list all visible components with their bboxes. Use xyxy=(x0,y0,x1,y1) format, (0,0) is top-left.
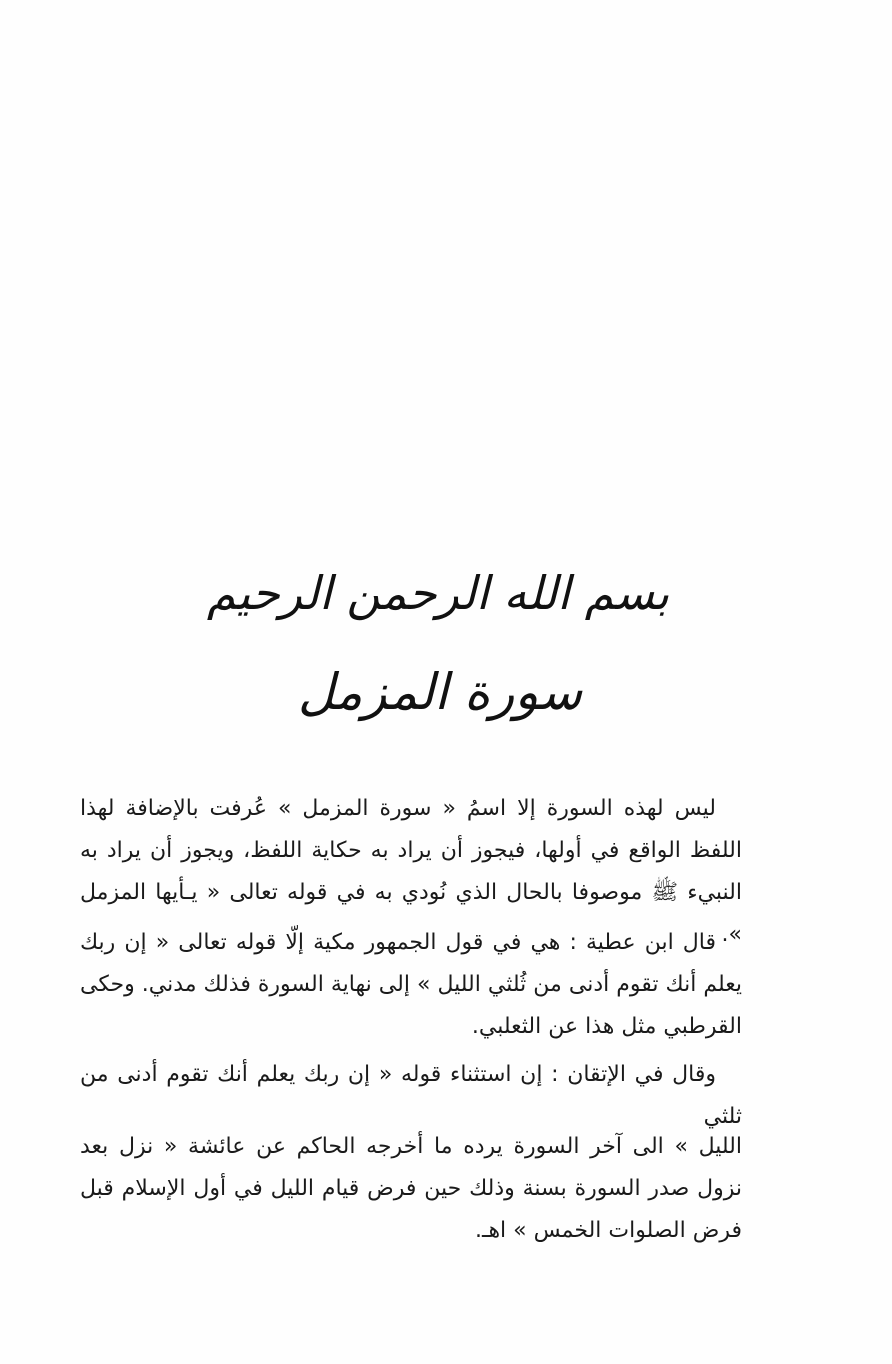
surah-title: سورة المزمل xyxy=(297,663,583,721)
paragraph-text: وقال في الإتقان : إن استثناء قوله « إن ربك يعلم أنك تقوم أدنى من ثلثي xyxy=(80,1062,742,1129)
paragraph-text: الليل » الى آخر السورة يرده ما أخرجه الحاكم عن عائشة « نزل بعد نزول صدر السورة بسنة وذلك حين فرض قيام الليل في أول الإسلام قبل فرض الصلوات الخمس » اهـ. xyxy=(80,1134,742,1243)
paragraph-ibn-atiyya xyxy=(80,922,742,1048)
paragraph-text: قال ابن عطية : هي في قول الجمهور مكية إلّا قوله تعالى « إن ربك يعلم أنك تقوم أدنى من ثُلثي الليل » إلى نهاية السورة فذلك مدني. وحكى القرطبي مثل هذا عن الثعلبي. xyxy=(80,930,742,1039)
basmala-heading: بسم الله الرحمن الرحيم xyxy=(206,566,670,620)
paragraph-text: ليس لهذه السورة إلا اسمُ « سورة المزمل » عُرفت بالإضافة لهذا اللفظ الواقع في أولها، فيجوز أن يراد به حكاية اللفظ، ويجوز أن يراد به النبيء ﷺ موصوفا بالحال الذي نُودي به في قوله تعالى « يـأيها المزمل ». xyxy=(80,796,742,947)
paragraph-hakim xyxy=(80,1126,742,1252)
